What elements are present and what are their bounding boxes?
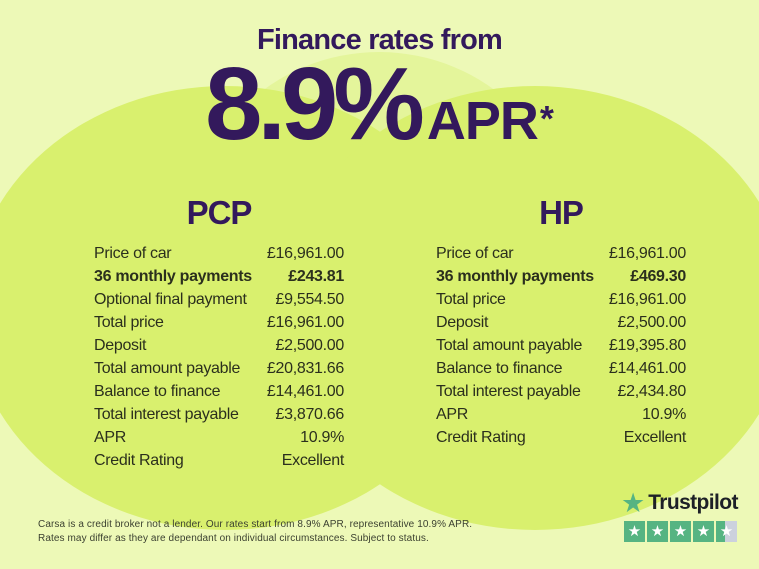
row-label: Balance to finance	[436, 359, 563, 377]
table-row	[94, 357, 344, 380]
pcp-table	[94, 242, 344, 472]
disclaimer-line-2: Rates may differ as they are dependant on individual circumstances. Subject to status.	[38, 532, 429, 544]
table-row	[94, 449, 344, 472]
row-label: Total amount payable	[436, 336, 583, 354]
row-label: Total price	[94, 313, 164, 331]
row-value: £19,395.80	[608, 336, 686, 354]
table-row	[436, 403, 686, 426]
table-row	[436, 334, 686, 357]
table-row	[94, 426, 344, 449]
rating-star-icon	[693, 521, 714, 542]
disclaimer-text	[38, 518, 472, 545]
row-value: £9,554.50	[275, 290, 344, 308]
row-value: 10.9%	[642, 405, 686, 423]
table-row	[436, 288, 686, 311]
row-value: £14,461.00	[266, 382, 344, 400]
hp-table	[436, 242, 686, 449]
star-glyph: ★	[650, 523, 665, 540]
row-value: £2,500.00	[275, 336, 344, 354]
trustpilot-wordmark: Trustpilot	[648, 491, 738, 514]
row-value: £16,961.00	[266, 244, 344, 262]
row-label: Balance to finance	[94, 382, 221, 400]
row-value: Excellent	[623, 428, 686, 446]
row-value: £469.30	[630, 267, 686, 285]
row-value: £16,961.00	[266, 313, 344, 331]
table-row	[94, 265, 344, 288]
table-row	[436, 426, 686, 449]
row-value: £14,461.00	[608, 359, 686, 377]
star-glyph: ★	[673, 523, 688, 540]
row-label: Optional final payment	[94, 290, 247, 308]
page-title: Finance rates from	[256, 24, 503, 56]
row-label: Total amount payable	[94, 359, 241, 377]
rating-star-icon	[624, 521, 645, 542]
trustpilot-logo	[621, 488, 738, 518]
row-value: £2,434.80	[617, 382, 686, 400]
trustpilot-star-icon: ★	[621, 488, 646, 518]
table-row	[436, 311, 686, 334]
rating-star-icon	[716, 521, 737, 542]
row-label: Total price	[436, 290, 506, 308]
row-label: 36 monthly payments	[436, 267, 594, 285]
table-row	[94, 334, 344, 357]
table-row	[436, 242, 686, 265]
row-label: Total interest payable	[94, 405, 239, 423]
rating-star-icon	[647, 521, 668, 542]
star-glyph: ★	[719, 523, 734, 540]
apr-label: APR	[426, 91, 538, 151]
row-label: Price of car	[94, 244, 172, 262]
row-label: Deposit	[436, 313, 489, 331]
row-label: Price of car	[436, 244, 514, 262]
trustpilot-widget	[621, 488, 738, 542]
pcp-column	[94, 196, 344, 472]
pcp-heading: PCP	[186, 194, 252, 231]
row-value: £20,831.66	[266, 359, 344, 377]
disclaimer-line-1: Carsa is a credit broker not a lender. Our rates start from 8.9% APR, representative 10.9% APR.	[38, 519, 473, 530]
row-label: APR	[94, 428, 126, 446]
table-row	[436, 265, 686, 288]
table-row	[436, 380, 686, 403]
table-row	[94, 242, 344, 265]
row-label: Credit Rating	[436, 428, 526, 446]
trustpilot-rating-stars	[624, 521, 738, 542]
row-label: Credit Rating	[94, 451, 184, 469]
hp-column	[436, 196, 686, 449]
row-value: 10.9%	[300, 428, 344, 446]
star-glyph: ★	[696, 523, 711, 540]
hp-heading: HP	[539, 194, 583, 231]
rate-value: 8.9%	[205, 46, 420, 161]
table-row	[94, 380, 344, 403]
table-row	[94, 288, 344, 311]
row-value: £243.81	[288, 267, 344, 285]
table-row	[94, 311, 344, 334]
footnote-asterisk: *	[539, 98, 554, 139]
row-value: £16,961.00	[608, 290, 686, 308]
row-label: Total interest payable	[436, 382, 581, 400]
row-value: £16,961.00	[608, 244, 686, 262]
row-label: 36 monthly payments	[94, 267, 252, 285]
star-glyph: ★	[627, 523, 642, 540]
row-value: £2,500.00	[617, 313, 686, 331]
rating-star-icon	[670, 521, 691, 542]
headline-rate	[0, 46, 759, 161]
row-label: Deposit	[94, 336, 147, 354]
row-value: £3,870.66	[275, 405, 344, 423]
table-row	[436, 357, 686, 380]
table-row	[94, 403, 344, 426]
row-value: Excellent	[281, 451, 344, 469]
row-label: APR	[436, 405, 468, 423]
